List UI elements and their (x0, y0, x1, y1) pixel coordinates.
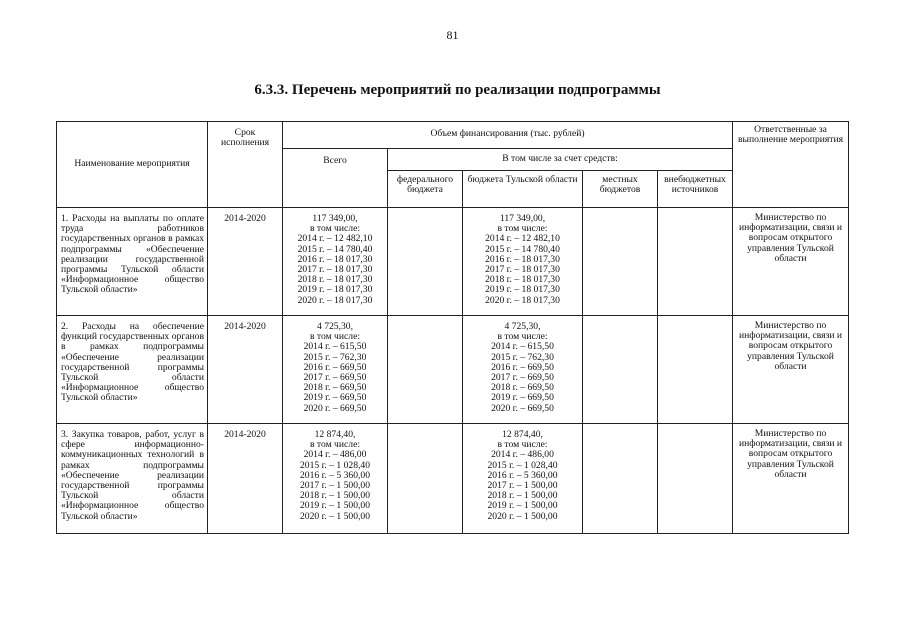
header-responsible: Ответственные за выполнение мероприятия (733, 122, 849, 208)
amount-line: 2018 г. – 1 500,00 (487, 490, 558, 502)
amount-line: 2019 г. – 18 017,30 (297, 284, 373, 296)
table-row (57, 424, 849, 534)
amount-line: 2019 г. – 1 500,00 (487, 500, 558, 512)
total-amount (283, 316, 388, 424)
measure-term: 2014-2020 (208, 208, 283, 316)
amount-line: 2020 г. – 18 017,30 (297, 294, 373, 306)
measure-name: 3. Закупка товаров, работ, услуг в сфере информационно-коммуникационных технологий в рамках подпрограммы «Обеспечение реализации государственной программы Тульской области «Информационное общество Тульской области» (57, 424, 208, 534)
amount-line: 2020 г. – 669,50 (303, 402, 367, 414)
amount-line: в том числе: (309, 331, 360, 343)
amount-line: 2020 г. – 18 017,30 (485, 294, 560, 306)
amount-line: в том числе: (497, 439, 548, 451)
amount-line: 2014 г. – 486,00 (491, 449, 554, 461)
extrabudget-amount (658, 424, 733, 534)
amount-line: 2018 г. – 18 017,30 (485, 274, 560, 286)
amount-line: 2014 г. – 12 482,10 (297, 233, 373, 245)
amount-line: 12 874,40, (314, 429, 356, 440)
amount-line: 2015 г. – 1 028,40 (487, 459, 558, 471)
amount-line: 2014 г. – 615,50 (491, 341, 554, 353)
amount-line: 2015 г. – 14 780,40 (297, 243, 373, 255)
header-federal: федерального бюджета (388, 171, 463, 208)
amount-line: 2017 г. – 1 500,00 (487, 480, 558, 492)
header-local: местных бюджетов (583, 171, 658, 208)
header-total: Всего (283, 149, 388, 208)
extrabudget-amount (658, 316, 733, 424)
amount-line: 2014 г. – 486,00 (303, 449, 367, 461)
amount-line: 2018 г. – 18 017,30 (297, 274, 373, 286)
amount-line: 2016 г. – 5 360,00 (487, 469, 558, 481)
federal-amount (388, 316, 463, 424)
amount-line: 2017 г. – 669,50 (303, 372, 367, 384)
amount-line: в том числе: (497, 223, 548, 235)
amount-line: 2017 г. – 18 017,30 (297, 264, 373, 276)
amount-line: 117 349,00, (312, 213, 358, 224)
header-name: Наименование мероприятия (57, 122, 208, 208)
local-amount (583, 208, 658, 316)
measure-name: 2. Расходы на обеспечение функций государственных органов в рамках подпрограммы «Обеспечение реализации государственной программы Тульской области «Информационное общество Тульской области» (57, 316, 208, 424)
header-term: Срок исполнения (208, 122, 283, 208)
amount-line: 2017 г. – 669,50 (491, 372, 554, 384)
measure-term: 2014-2020 (208, 424, 283, 534)
amount-line: 2016 г. – 5 360,00 (299, 469, 370, 481)
regional-amount (463, 316, 583, 424)
measure-name: 1. Расходы на выплаты по оплате труда работников государственных органов в рамках подпрограммы «Обеспечение реализации государственной программы Тульской области «Информационное общество Тульской области» (57, 208, 208, 316)
extrabudget-amount (658, 208, 733, 316)
federal-amount (388, 424, 463, 534)
amount-line: 2020 г. – 669,50 (491, 402, 554, 414)
amount-line: 4 725,30, (504, 321, 541, 332)
federal-amount (388, 208, 463, 316)
local-amount (583, 424, 658, 534)
amount-line: 2015 г. – 762,30 (491, 351, 554, 363)
amount-line: 2020 г. – 1 500,00 (487, 510, 558, 522)
amount-line: 2019 г. – 669,50 (303, 392, 367, 404)
amount-line: в том числе: (497, 331, 548, 343)
table-row (57, 316, 849, 424)
local-amount (583, 316, 658, 424)
amount-line: 2016 г. – 669,50 (303, 361, 367, 373)
section-title: 6.3.3. Перечень мероприятий по реализации подпрограммы (254, 82, 661, 98)
amount-line: 2015 г. – 14 780,40 (485, 243, 560, 255)
header-regional: бюджета Тульской области (463, 171, 583, 208)
amount-line: 2016 г. – 18 017,30 (297, 253, 373, 265)
responsible-body: Министерство по информатизации, связи и вопросам открытого управления Тульской области (733, 208, 849, 316)
amount-line: 2019 г. – 669,50 (491, 392, 554, 404)
regional-amount (463, 424, 583, 534)
page-number: 81 (446, 28, 459, 42)
regional-amount (463, 208, 583, 316)
amount-line: 2018 г. – 669,50 (491, 382, 554, 394)
amount-line: 2016 г. – 669,50 (491, 361, 554, 373)
amount-line: 117 349,00, (499, 213, 546, 224)
amount-line: 12 874,40, (502, 429, 543, 440)
header-funding: Объем финансирования (тыс. рублей) (283, 122, 733, 149)
amount-line: 2017 г. – 1 500,00 (299, 480, 370, 492)
responsible-body: Министерство по информатизации, связи и вопросам открытого управления Тульской области (733, 424, 849, 534)
header-extrabudget: внебюджетных источников (658, 171, 733, 208)
amount-line: в том числе: (309, 439, 360, 451)
amount-line: 2020 г. – 1 500,00 (299, 510, 370, 522)
amount-line: 2015 г. – 762,30 (303, 351, 367, 363)
measure-term: 2014-2020 (208, 316, 283, 424)
header-including: В том числе за счет средств: (388, 149, 733, 171)
amount-line: 2018 г. – 669,50 (303, 382, 367, 394)
measures-table (56, 121, 849, 534)
amount-line: 2019 г. – 18 017,30 (485, 284, 560, 296)
total-amount (283, 424, 388, 534)
total-amount (283, 208, 388, 316)
amount-line: 2019 г. – 1 500,00 (299, 500, 370, 512)
amount-line: 2018 г. – 1 500,00 (299, 490, 370, 502)
amount-line: 2016 г. – 18 017,30 (485, 253, 560, 265)
amount-line: 2014 г. – 615,50 (303, 341, 367, 353)
amount-line: 4 725,30, (317, 321, 353, 332)
amount-line: 2017 г. – 18 017,30 (485, 264, 560, 276)
amount-line: в том числе: (309, 223, 360, 235)
table-row (57, 208, 849, 316)
responsible-body: Министерство по информатизации, связи и вопросам открытого управления Тульской области (733, 316, 849, 424)
amount-line: 2015 г. – 1 028,40 (299, 459, 370, 471)
amount-line: 2014 г. – 12 482,10 (485, 233, 560, 245)
